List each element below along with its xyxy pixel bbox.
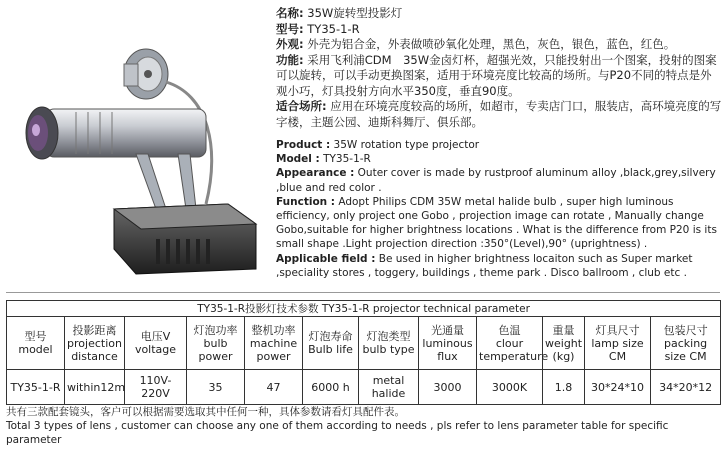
header-cn: 型号 <box>24 330 47 343</box>
application-label-en: Applicable field : <box>276 252 376 265</box>
appearance-line <box>276 37 722 53</box>
header-cn: 重量 <box>552 323 575 337</box>
description-english <box>276 138 722 280</box>
header-en: Bulb life <box>308 343 353 356</box>
header-en: bulb type <box>362 343 415 356</box>
header-en: packing size CM <box>664 336 708 363</box>
name-line <box>276 6 722 22</box>
appearance-value-en: Outer cover is made by rustproof aluminum alloy ,black,grey,silvery ,blue and red color . <box>276 167 716 194</box>
function-label: 功能: <box>276 52 304 67</box>
header-cell <box>7 317 65 370</box>
header-cn: 灯泡类型 <box>366 330 411 343</box>
header-cell <box>477 317 549 370</box>
table-title-row <box>7 301 721 317</box>
application-value: 应用在环境亮度较高的场所，如超市，专卖店门口，服装店，高环境亮度的写字楼，主题公园、迪斯科舞厅、俱乐部。 <box>276 99 722 129</box>
header-en: machine power <box>249 336 298 363</box>
name-label: 名称: <box>276 6 304 20</box>
header-cn: 灯泡寿命 <box>308 330 353 343</box>
name-value: 35W旋转型投影灯 <box>307 6 403 20</box>
application-value-en: Be used in higher brightness locaiton such as Super market ,speciality stores , toggery, buildings , theme park . Disco ballroom , club etc . <box>276 252 693 279</box>
model-label-en: Model : <box>276 153 320 166</box>
product-photo <box>6 34 268 276</box>
table-row <box>7 370 721 405</box>
divider <box>6 292 720 293</box>
table-cell: 34*20*12 <box>651 370 721 405</box>
header-cn: 光通量 <box>431 323 464 337</box>
table-cell: 1.8 <box>543 370 585 405</box>
model-line-en <box>276 152 722 166</box>
header-cell <box>359 317 419 370</box>
table-cell: 110V-220V <box>125 370 187 405</box>
table-cell: 35 <box>187 370 245 405</box>
header-cn: 投影距离 <box>72 323 117 337</box>
function-value-en: Adopt Philips CDM 35W metal halide bulb , super high luminous efficiency, only project one Gobo , projection image can rotate , Manually change Gobo,suitable for higher brightness locations . What is the difference from P20 is its small shape .Light projection direction :350°(Level),90° (uprightness) . <box>276 195 717 251</box>
header-cn: 包装尺寸 <box>663 323 708 337</box>
header-en: lamp size CM <box>591 336 644 363</box>
header-en: clour temperature <box>479 336 549 363</box>
function-value: 采用飞利浦CDM 35W金卤灯杯，超强光效，只能投射出一个图案，投射的图案可以旋转，可以手动更换图案，适用于环境亮度比较高的场所。与P20不同的特点是外观小巧，灯具投射方向水平350度，垂直90度。 <box>276 52 717 98</box>
header-cell <box>585 317 651 370</box>
product-label: Product : <box>276 139 331 151</box>
header-cell <box>125 317 187 370</box>
application-line <box>276 99 722 130</box>
application-line-en <box>276 252 722 280</box>
header-cell <box>303 317 359 370</box>
header-cell <box>419 317 477 370</box>
header-cn: 色温 <box>498 323 521 337</box>
header-en: bulb power <box>198 336 233 363</box>
table-cell: within12m <box>65 370 125 405</box>
header-cn: 整机功率 <box>251 323 296 337</box>
header-en: luminous flux <box>422 336 473 363</box>
header-en: model <box>18 343 53 356</box>
function-line <box>276 53 722 100</box>
appearance-value: 外壳为铝合金，外表做喷砂氧化处理，黑色，灰色，银色，蓝色，红色。 <box>307 37 676 51</box>
description-chinese <box>276 6 722 130</box>
lens-note <box>6 405 720 447</box>
function-line-en <box>276 195 722 252</box>
header-cn: 灯泡功率 <box>193 323 238 337</box>
table-cell: 47 <box>245 370 303 405</box>
model-line <box>276 22 722 38</box>
table-header-row <box>7 317 721 370</box>
projector-illustration <box>6 34 268 276</box>
header-en: voltage <box>134 343 177 356</box>
appearance-label: 外观: <box>276 37 304 51</box>
header-cell <box>65 317 125 370</box>
application-label: 适合场所: <box>276 99 327 113</box>
model-value: TY35-1-R <box>307 21 360 36</box>
function-label-en: Function : <box>276 195 335 208</box>
header-en: weight (kg) <box>545 336 583 363</box>
model-label: 型号: <box>276 21 304 36</box>
table-title: TY35-1-R投影灯技术参数 TY35-1-R projector technical parameter <box>7 301 721 317</box>
table-cell: TY35-1-R <box>7 370 65 405</box>
lens-note-en: Total 3 types of lens , customer can choose any one of them according to needs , pls refer to lens parameter table for specific parameter <box>6 420 669 446</box>
product-value: 35W rotation type projector <box>333 139 480 151</box>
header-cn: 电压V <box>140 330 171 343</box>
product-line <box>276 138 722 152</box>
table-cell: 6000 h <box>303 370 359 405</box>
header-cell <box>543 317 585 370</box>
parameter-table-wrap <box>6 300 720 405</box>
header-cell <box>187 317 245 370</box>
table-cell: 30*24*10 <box>585 370 651 405</box>
table-cell: 3000K <box>477 370 543 405</box>
table-cell: 3000 <box>419 370 477 405</box>
header-en: projection distance <box>67 336 122 363</box>
model-value-en: TY35-1-R <box>323 153 371 166</box>
header-cell <box>245 317 303 370</box>
header-cell <box>651 317 721 370</box>
header-cn: 灯具尺寸 <box>595 323 640 337</box>
lens-note-cn: 共有三款配套镜头，客户可以根据需要选取其中任何一种，具体参数请看灯具配件表。 <box>6 406 405 418</box>
appearance-label-en: Appearance : <box>276 167 355 180</box>
parameter-table <box>6 300 721 405</box>
table-cell: metal halide <box>359 370 419 405</box>
appearance-line-en <box>276 166 722 194</box>
